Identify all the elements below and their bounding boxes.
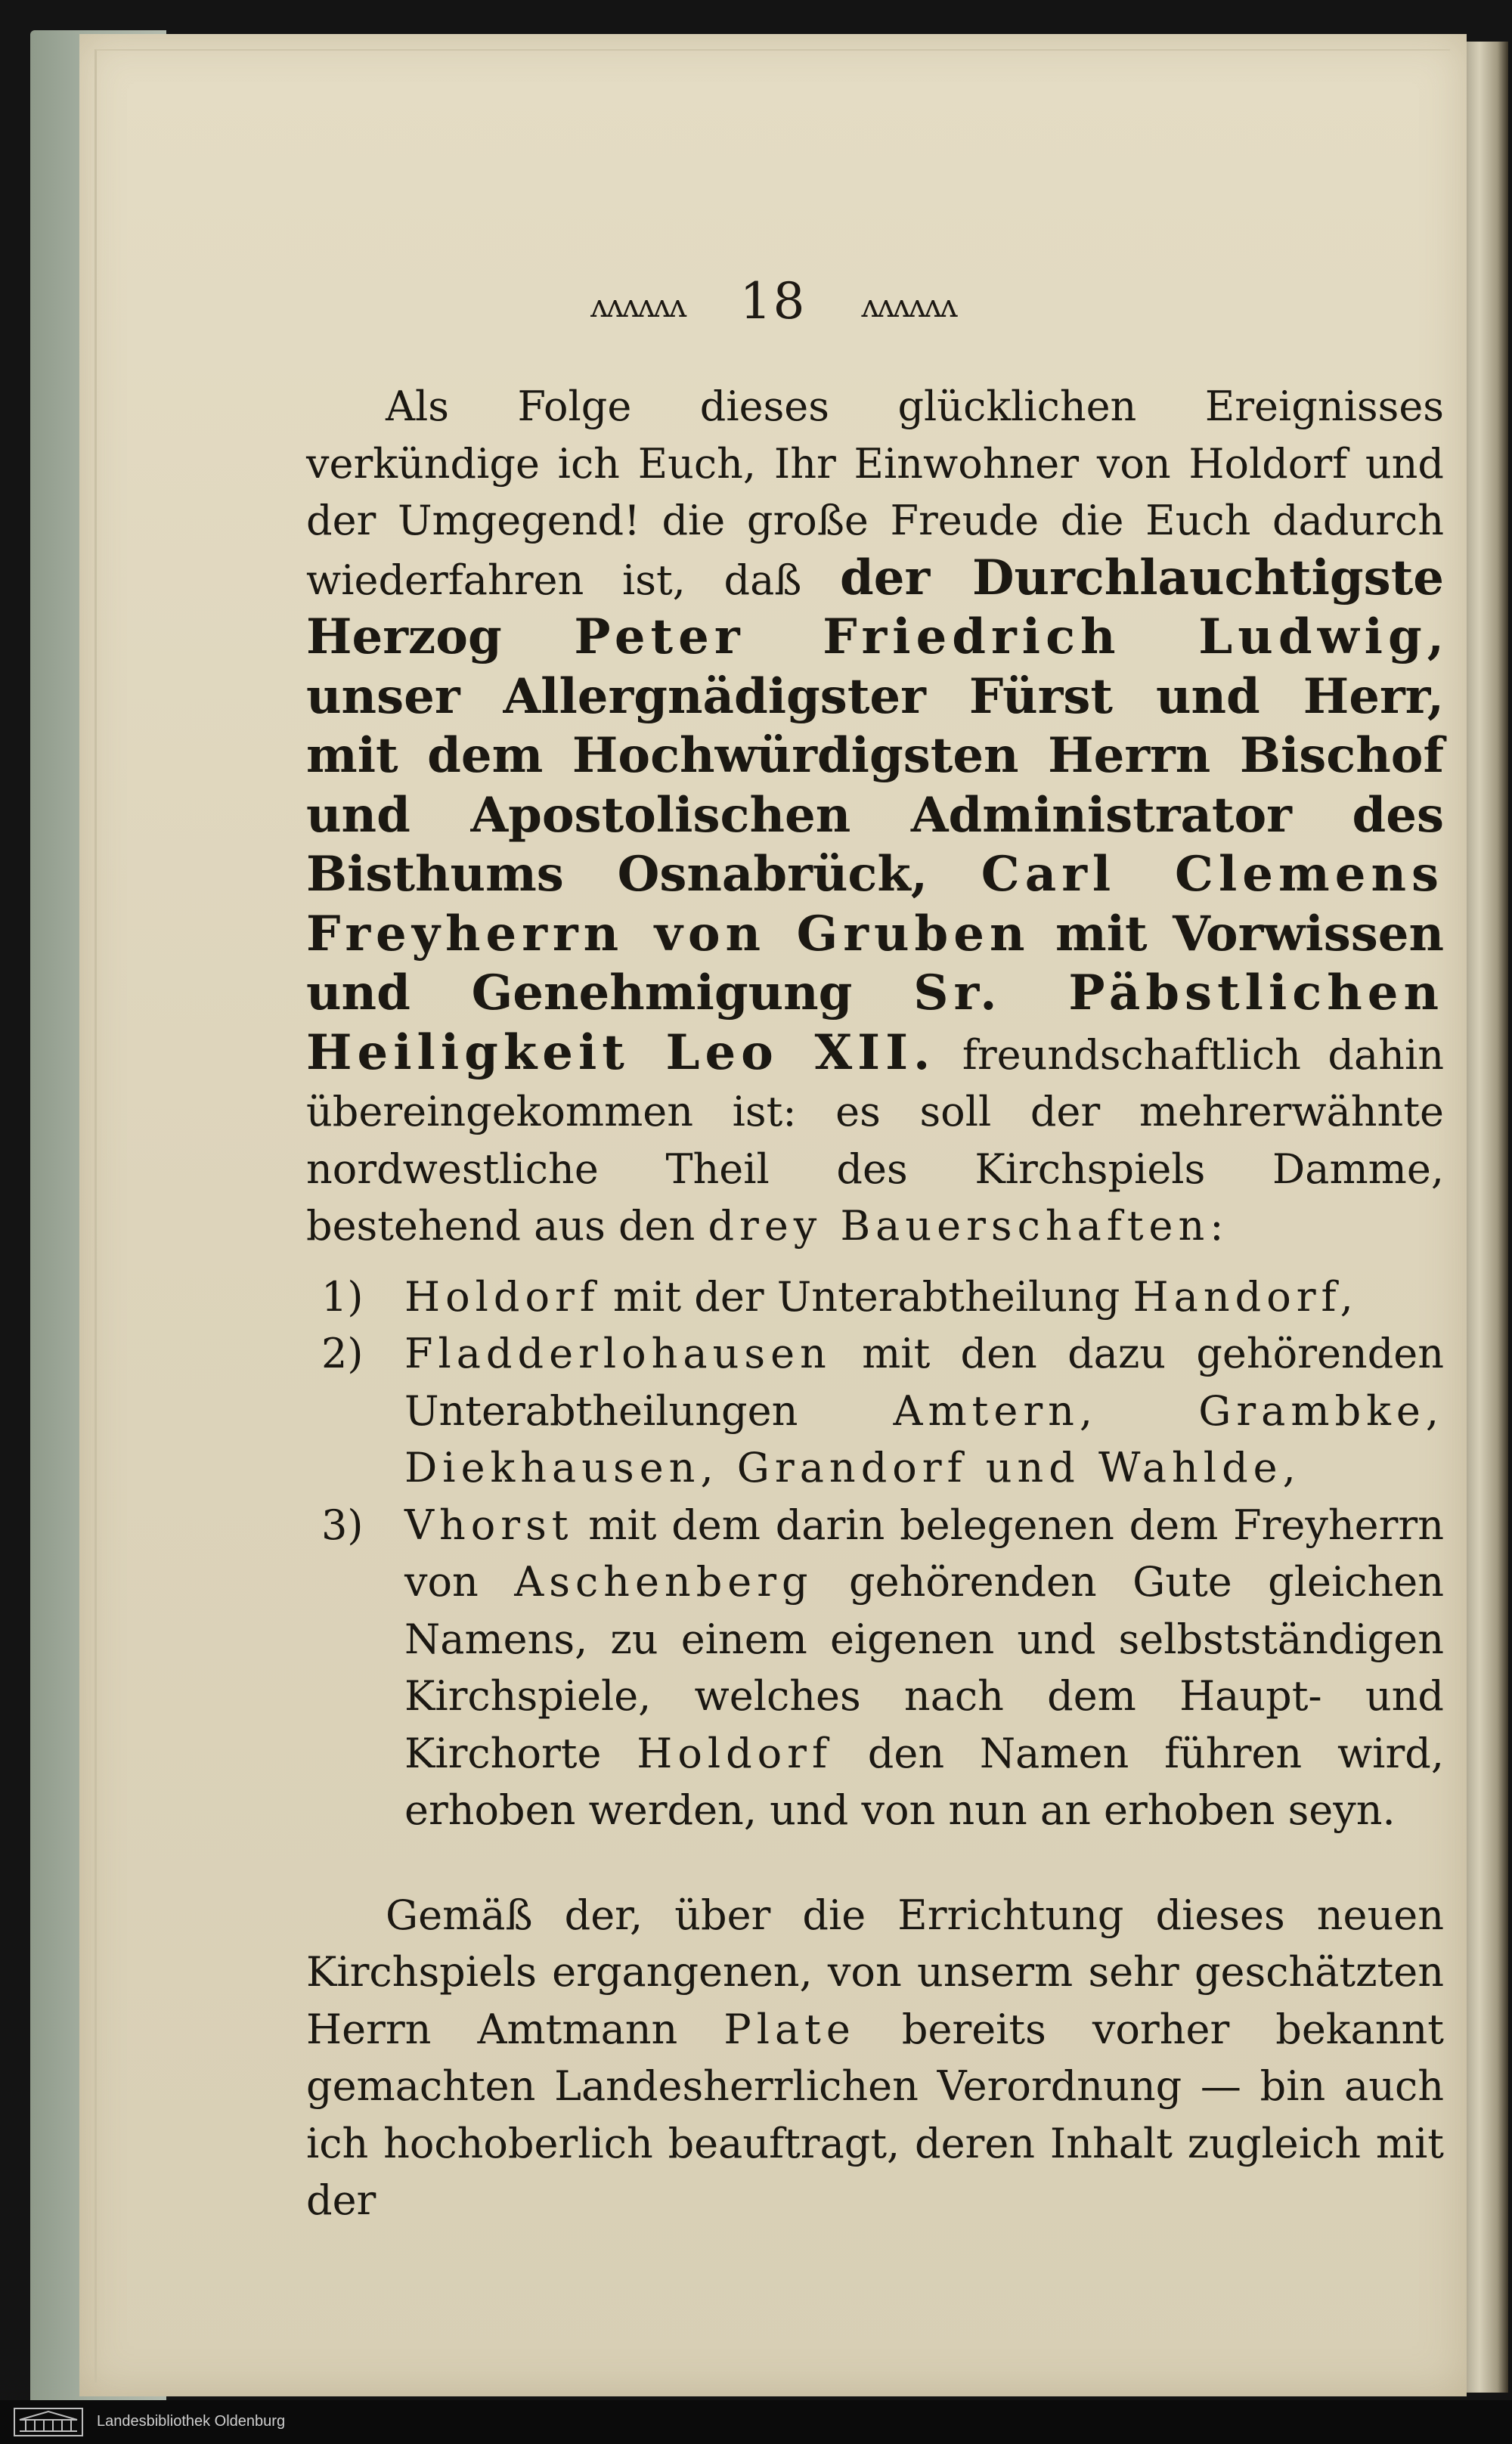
library-name: Landesbibliothek Oldenburg — [97, 2413, 286, 2430]
list-item — [306, 1268, 1444, 1326]
p1-duke-name: Peter Friedrich Ludwig — [574, 609, 1427, 665]
list-text-2: gehörenden Gute gleichen Namens, zu einem eigenen und selbstständigen Kirchspiele, welches nach dem Haupt- und Kirchorte — [404, 1558, 1444, 1777]
list-sub: Amtern, Grambke, Diekhausen, Grandorf und Wahlde, — [404, 1386, 1444, 1491]
list-name: Holdorf — [404, 1272, 600, 1321]
library-footer — [0, 2400, 1512, 2444]
p1-bishop-name: Carl Clemens Freyherrn von Gruben — [306, 846, 1445, 962]
paragraph-2 — [306, 1887, 1444, 2229]
list-number: 1) — [321, 1272, 364, 1321]
p1-pope-name: Sr. Päbstlichen Heiligkeit Leo XII. — [306, 965, 1445, 1081]
p1-text-d: , unser Allergnädigster Fürst und Herr, mit dem Hochwürdigsten Herrn Bischof und Apostolischen Administrator des Bisthums Osnabrück, — [306, 609, 1445, 903]
ornament-left: ʌʌʌʌʌʌ — [590, 287, 685, 324]
p1-title: der Durchlauchtigste Herzog — [306, 549, 1444, 665]
p1-text-i: drey Bauerschaften: — [708, 1202, 1229, 1250]
p1-text-f: mit Vorwissen und Genehmigung — [306, 905, 1444, 1021]
p2-text-c: bereits vorher bekannt gemachten Landesherrlichen Verordnung — bin auch ich hochoberlich beauftragt, deren Inhalt zugleich mit der — [306, 2005, 1444, 2224]
list-number: 3) — [321, 1501, 364, 1549]
library-building-icon — [14, 2408, 83, 2436]
p1-text-h: freundschaftlich dahin übereingekommen ist: es soll der mehrerwähnte nordwestliche Theil des Kirchspiels Damme, bestehend aus den — [306, 1030, 1444, 1250]
list-item — [306, 1497, 1444, 1839]
ornament-right: ʌʌʌʌʌʌ — [861, 287, 956, 324]
list-text: mit der Unterabtheilung — [600, 1272, 1133, 1321]
body-text — [306, 378, 1444, 2229]
list-sub-2: Holdorf — [637, 1729, 832, 1777]
book-page — [79, 34, 1467, 2396]
list-text: mit den dazu gehörenden Unterabtheilungen — [404, 1330, 1444, 1435]
list-number: 2) — [321, 1330, 364, 1377]
paragraph-1 — [306, 378, 1444, 1255]
list-text-3: den Namen führen wird, erhoben werden, und von nun an erhoben seyn. — [404, 1729, 1445, 1834]
list-name: Vhorst — [404, 1501, 574, 1549]
list-sub: Handorf, — [1132, 1272, 1359, 1321]
p1-text-a: Als Folge dieses glücklichen Ereignisses verkündige ich Euch, Ihr Einwohner von Holdorf und der Umgegend! die große Freude die Euch dadurch wiederfahren ist, daß — [306, 383, 1444, 604]
list-name: Fladderlohausen — [404, 1330, 832, 1377]
list-item — [306, 1325, 1444, 1497]
p2-text-a: Gemäß der, über die Errichtung dieses neuen Kirchspiels ergangenen, von unserm sehr geschätzten Herrn Amtmann — [306, 1891, 1444, 2053]
page-header — [79, 272, 1467, 330]
bauerschaften-list — [306, 1268, 1444, 1839]
list-text: mit dem darin belegenen dem Freyherrn von — [404, 1501, 1444, 1606]
p2-amtmann-name: Plate — [723, 2005, 856, 2053]
page-number: 18 — [739, 272, 807, 330]
list-sub: Aschenberg — [514, 1558, 813, 1606]
